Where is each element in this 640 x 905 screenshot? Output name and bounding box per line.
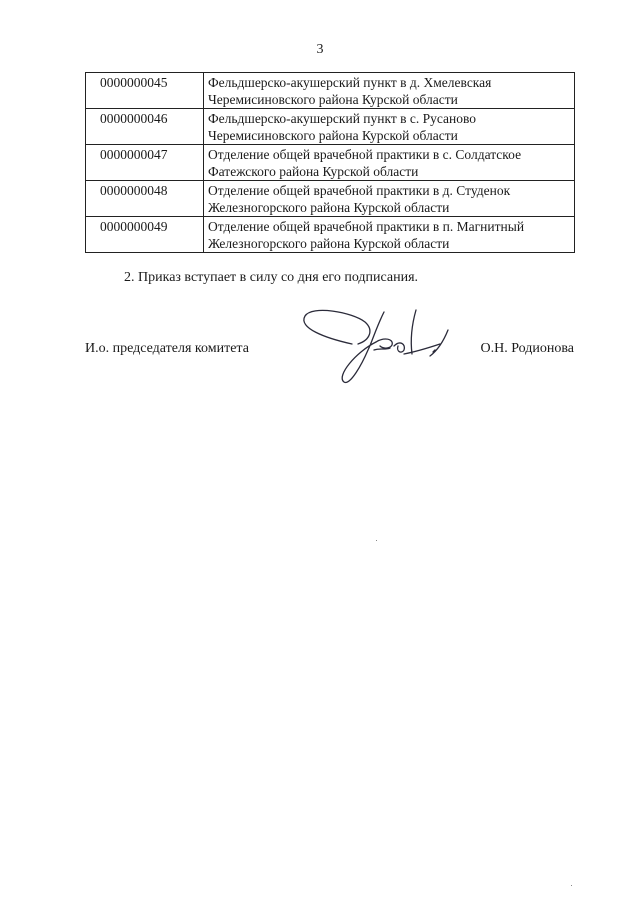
facility-description-line: Отделение общей врачебной практики в п. Магнитный xyxy=(208,219,525,234)
table-row xyxy=(86,145,575,181)
facility-description xyxy=(204,109,575,145)
table-row xyxy=(86,181,575,217)
facility-description xyxy=(204,145,575,181)
facility-description-line: Железногорского района Курской области xyxy=(208,200,450,215)
facility-code: 0000000046 xyxy=(86,109,204,145)
facility-code: 0000000048 xyxy=(86,181,204,217)
table-row xyxy=(86,217,575,253)
facility-description-line: Фатежского района Курской области xyxy=(208,164,419,179)
signer-name: О.Н. Родионова xyxy=(480,341,574,356)
table-row xyxy=(86,109,575,145)
table-row xyxy=(86,73,575,109)
facility-description xyxy=(204,73,575,109)
facility-description-line: Фельдшерско-акушерский пункт в д. Хмелевская xyxy=(208,75,492,90)
facility-code: 0000000047 xyxy=(86,145,204,181)
page-number: 3 xyxy=(316,42,324,57)
facility-description-line: Железногорского района Курской области xyxy=(208,236,450,251)
facilities-table xyxy=(85,72,575,253)
facility-code: 0000000045 xyxy=(86,73,204,109)
facility-description-line: Фельдшерско-акушерский пункт в с. Русаново xyxy=(208,111,477,126)
facility-description-line: Черемисиновского района Курской области xyxy=(208,128,458,143)
signer-title: И.о. председателя комитета xyxy=(85,341,249,356)
facility-description-line: Отделение общей врачебной практики в д. Студенок xyxy=(208,183,511,198)
scan-speck xyxy=(376,540,377,541)
facility-description-line: Отделение общей врачебной практики в с. Солдатское xyxy=(208,147,522,162)
facility-description xyxy=(204,181,575,217)
facility-description-line: Черемисиновского района Курской области xyxy=(208,92,458,107)
scan-speck xyxy=(571,885,572,886)
facility-description xyxy=(204,217,575,253)
facility-code: 0000000049 xyxy=(86,217,204,253)
order-clause: 2. Приказ вступает в силу со дня его подписания. xyxy=(124,270,419,285)
handwritten-signature xyxy=(290,300,470,390)
